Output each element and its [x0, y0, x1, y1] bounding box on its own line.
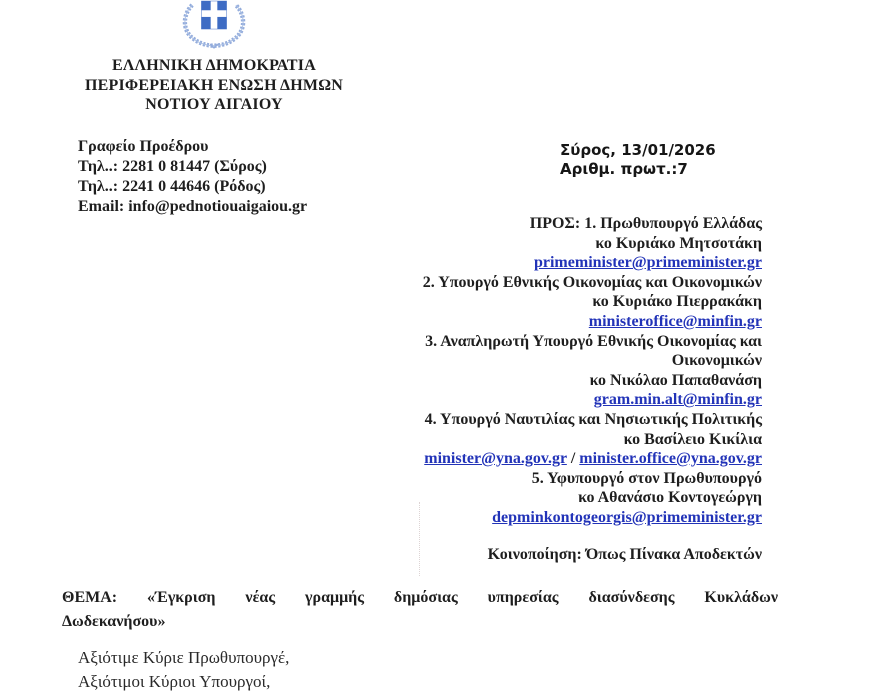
recipient-line: κο Κυριάκο Μητσοτάκη [595, 234, 762, 252]
contact-block [78, 137, 307, 217]
recipient-line: 5. Υφυπουργό στον Πρωθυπουργό [531, 469, 762, 487]
office-label: Γραφείο Προέδρου [78, 138, 209, 155]
email-link-yna-minister[interactable]: minister@yna.gov.gr [424, 450, 567, 468]
recipient-line: ΠΡΟΣ: 1. Πρωθυπουργό Ελλάδας [529, 215, 762, 232]
subject-block [62, 586, 778, 633]
salutation-line-1: Αξιότιμε Κύριε Πρωθυπουργέ, [78, 648, 290, 667]
recipient-line [198, 253, 762, 273]
union-title-line1: ΠΕΡΙΦΕΡΕΙΑΚΗ ΕΝΩΣΗ ΔΗΜΩΝ [85, 76, 343, 94]
phone-rhodes: Τηλ..: 2241 0 44646 (Ρόδος) [78, 178, 266, 195]
recipient-line: κο Βασίλειο Κικίλια [623, 430, 762, 448]
recipients-block [198, 214, 762, 528]
recipient-line: κο Αθανάσιο Κοντογεώργη [578, 489, 762, 507]
email-link-primeminister[interactable]: primeminister@primeminister.gr [533, 254, 762, 272]
recipient-line [198, 508, 762, 528]
recipient-line: κο Κυριάκο Πιερρακάκη [592, 293, 762, 311]
subject-line-1: ΘΕΜΑ: «Έγκριση νέας γραμμής δημόσιας υπηρεσίας διασύνδεσης Κυκλάδων [62, 589, 778, 606]
reference-block [560, 141, 716, 178]
scan-fold-artifact [419, 502, 420, 576]
recipient-line [198, 390, 762, 410]
contact-email: Email: info@pednotiouaigaiou.gr [78, 198, 308, 215]
greek-coat-of-arms-icon [176, 0, 252, 50]
email-link-gram-min-alt[interactable]: gram.min.alt@minfin.gr [593, 391, 762, 409]
salutation-line-2: Αξιότιμοι Κύριοι Υπουργοί, [78, 671, 271, 691]
recipient-line [198, 449, 762, 469]
masthead [84, 0, 344, 115]
salutation-block [78, 646, 289, 691]
place-date: Σύρος, 13/01/2026 [560, 141, 716, 159]
recipient-line: Οικονομικών [671, 352, 762, 370]
recipient-line [198, 312, 762, 332]
link-separator: / [566, 450, 580, 468]
cc-line: Κοινοποίηση: Όπως Πίνακα Αποδεκτών [487, 546, 762, 563]
email-link-depminkontogeorgis[interactable]: depminkontogeorgis@primeminister.gr [492, 508, 762, 526]
protocol-number: Αριθμ. πρωτ.:7 [560, 159, 688, 178]
recipient-line: 2. Υπουργό Εθνικής Οικονομίας και Οικονομικών [422, 273, 762, 291]
phone-syros: Τηλ..: 2281 0 81447 (Σύρος) [78, 158, 267, 175]
recipient-line: 3. Αναπληρωτή Υπουργό Εθνικής Οικονομίας και [425, 332, 762, 350]
republic-title: ΕΛΛΗΝΙΚΗ ΔΗΜΟΚΡΑΤΙΑ [112, 57, 316, 74]
recipient-line: κο Νικόλαο Παπαθανάση [589, 371, 762, 389]
email-link-ministeroffice[interactable]: ministeroffice@minfin.gr [588, 312, 762, 330]
recipient-line: 4. Υπουργό Ναυτιλίας και Νησιωτικής Πολιτικής [424, 410, 762, 428]
subject-line-2: Δωδεκανήσου» [62, 612, 166, 630]
union-title-line2: ΝΟΤΙΟΥ ΑΙΓΑΙΟΥ [145, 96, 283, 113]
email-link-yna-minister-office[interactable]: minister.office@yna.gov.gr [579, 450, 762, 468]
